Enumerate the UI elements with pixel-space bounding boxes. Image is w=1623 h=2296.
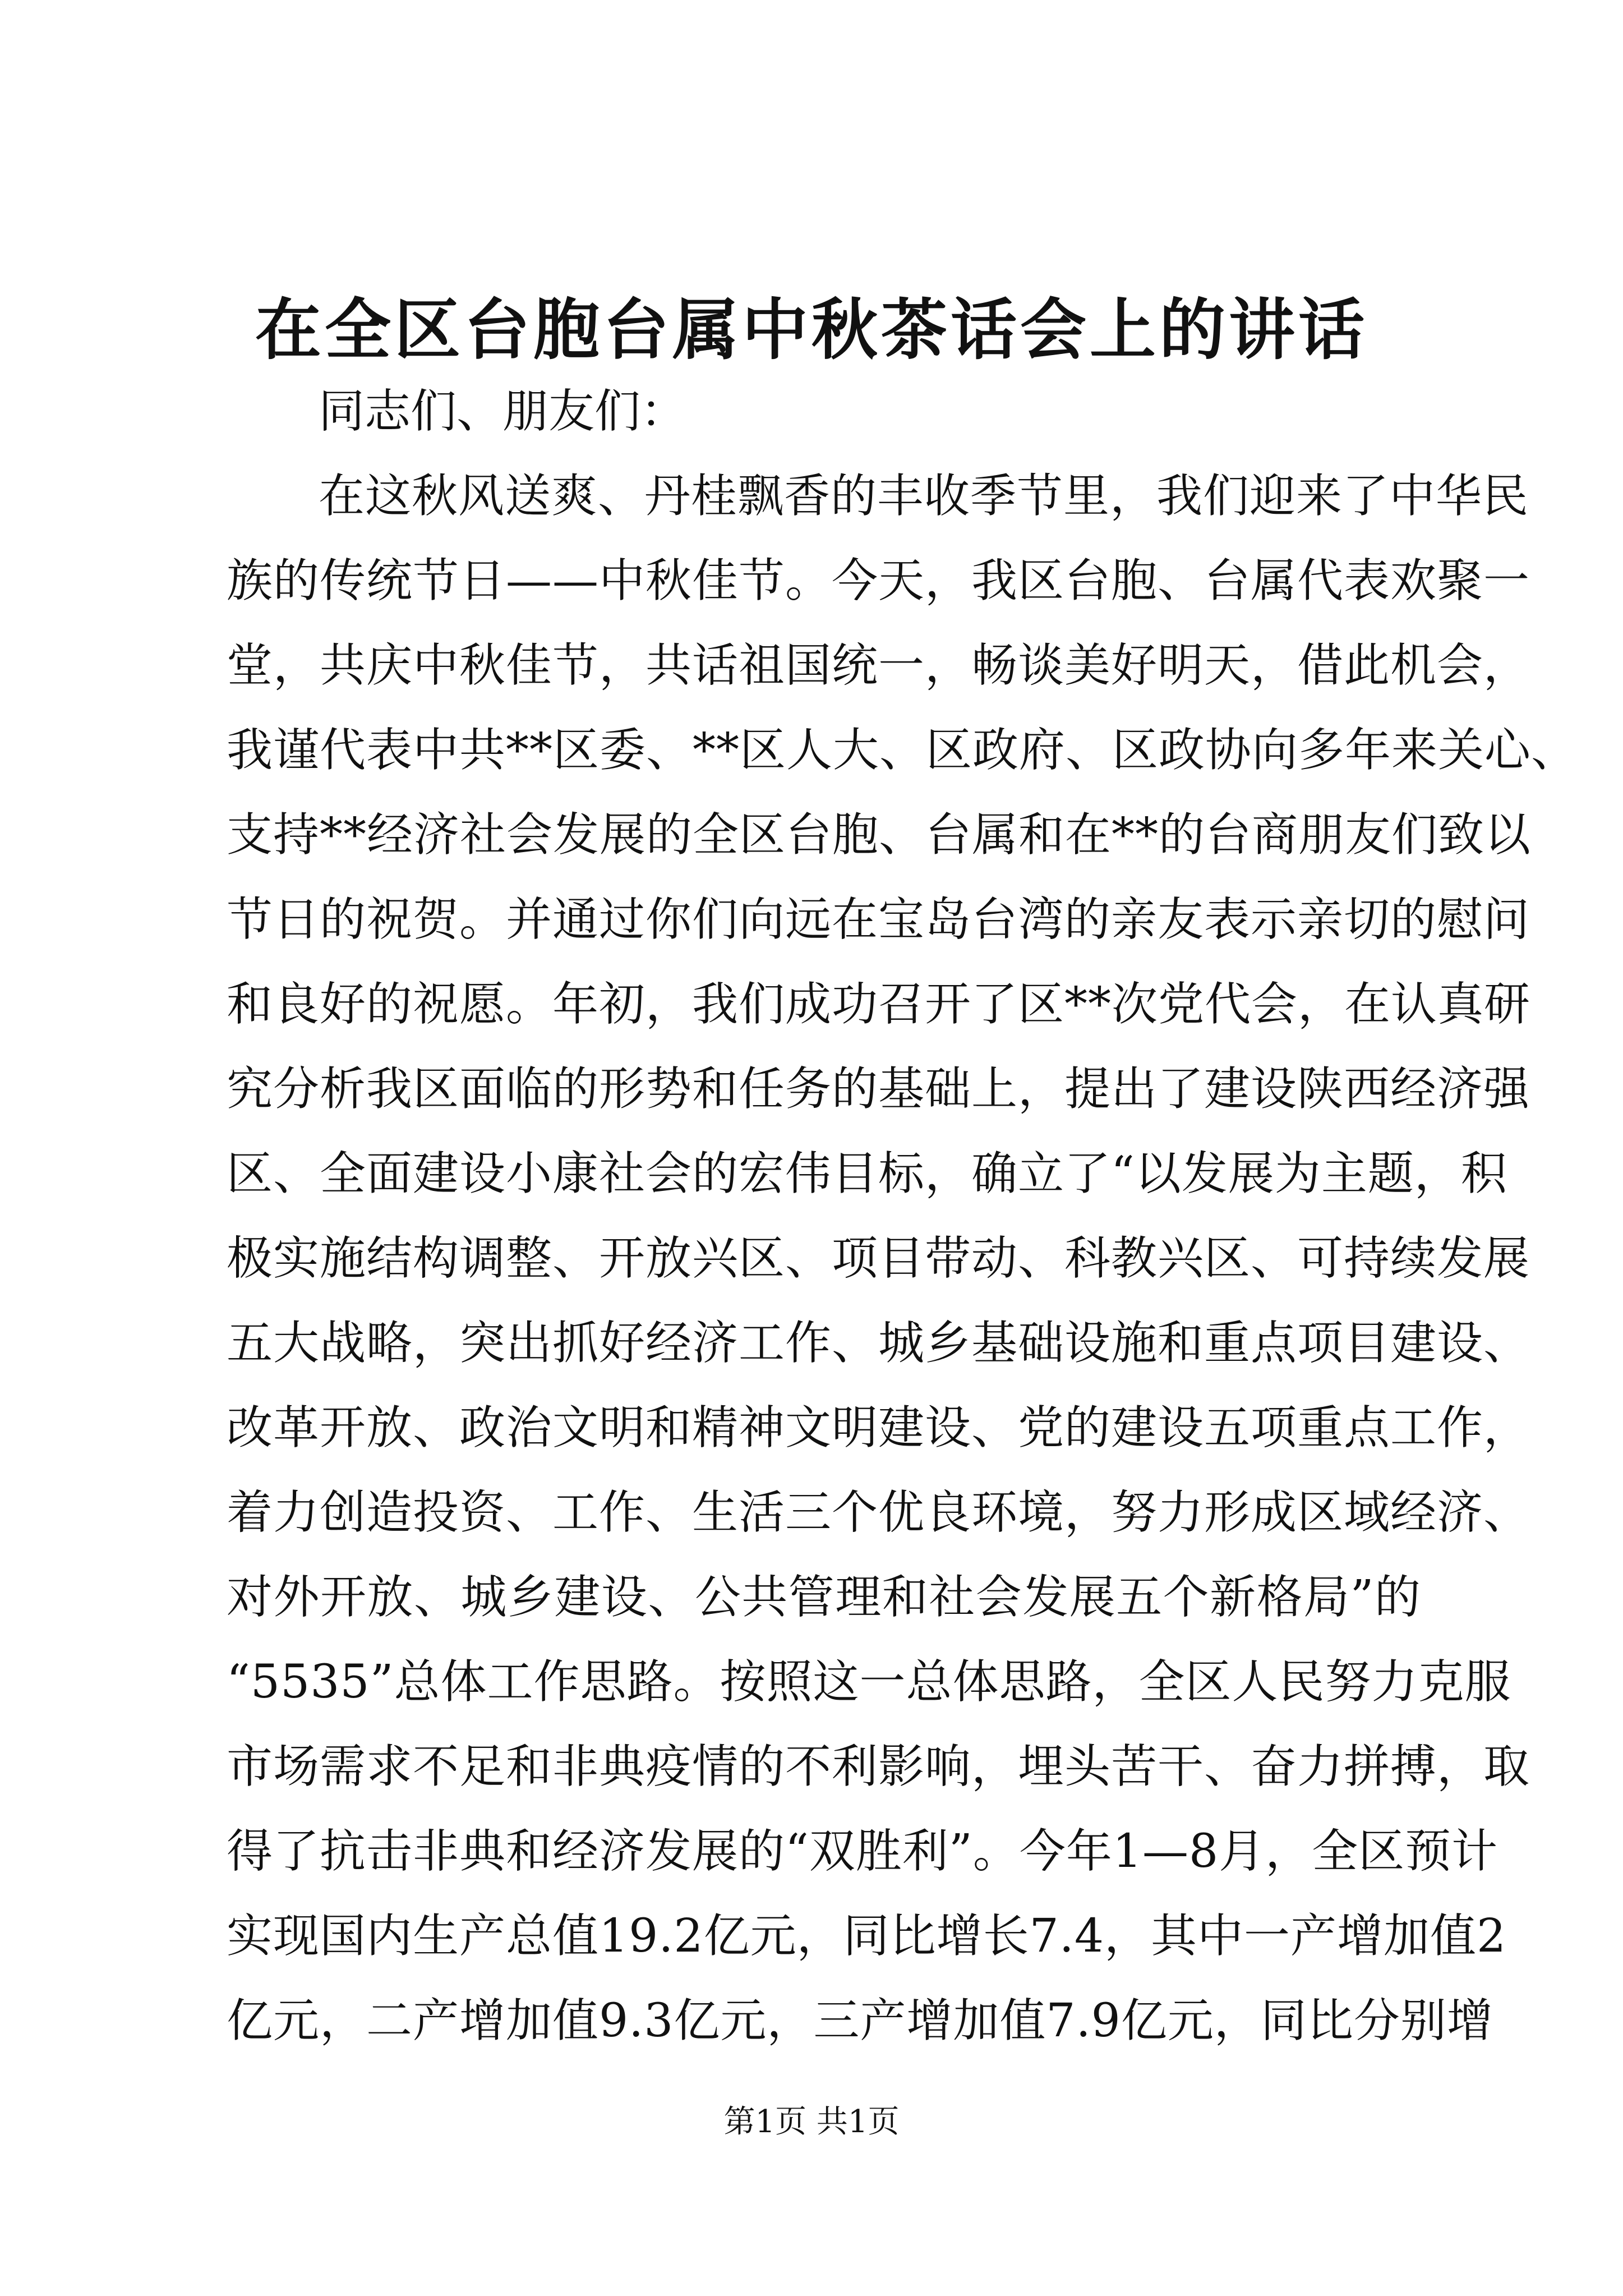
paragraph-line: 着力创造投资、工作、生活三个优良环境，努力形成区域经济、 bbox=[227, 1486, 1530, 1539]
paragraph-line: 堂，共庆中秋佳节，共话祖国统一，畅谈美好明天，借此机会， bbox=[227, 639, 1530, 692]
paragraph-line: 在这秋风送爽、丹桂飘香的丰收季节里，我们迎来了中华民 bbox=[319, 470, 1529, 523]
document-body bbox=[227, 369, 1578, 2063]
paragraph-line: 族的传统节日——中秋佳节。今天，我区台胞、台属代表欢聚一 bbox=[227, 554, 1530, 608]
document-title: 在全区台胞台属中秋茶话会上的讲话 bbox=[255, 291, 1368, 369]
paragraph-line: 区、全面建设小康社会的宏伟目标，确立了“以发展为主题，积 bbox=[227, 1147, 1507, 1200]
paragraph-line: 我谨代表中共**区委、**区人大、区政府、区政协向多年来关心、 bbox=[227, 724, 1578, 777]
paragraph-line: 市场需求不足和非典疫情的不利影响，埋头苦干、奋力拼搏，取 bbox=[227, 1740, 1530, 1793]
page-footer: 第1页 共1页 bbox=[723, 2104, 900, 2140]
paragraph-line: 支持**经济社会发展的全区台胞、台属和在**的台商朋友们致以 bbox=[227, 808, 1532, 862]
paragraph-line: 五大战略，突出抓好经济工作、城乡基础设施和重点项目建设、 bbox=[227, 1317, 1530, 1370]
paragraph-line: 改革开放、政治文明和精神文明建设、党的建设五项重点工作， bbox=[227, 1401, 1530, 1455]
paragraph-line: 对外开放、城乡建设、公共管理和社会发展五个新格局”的 bbox=[227, 1571, 1421, 1624]
paragraph-line: 得了抗击非典和经济发展的“双胜利”。今年1—8月，全区预计 bbox=[227, 1825, 1498, 1878]
paragraph-line: 极实施结构调整、开放兴区、项目带动、科教兴区、可持续发展 bbox=[227, 1232, 1530, 1285]
paragraph-line: 节日的祝贺。并通过你们向远在宝岛台湾的亲友表示亲切的慰问 bbox=[227, 893, 1530, 946]
paragraph-line: “5535”总体工作思路。按照这一总体思路，全区人民努力克服 bbox=[227, 1655, 1511, 1709]
paragraph-line: 究分析我区面临的形势和任务的基础上，提出了建设陕西经济强 bbox=[227, 1062, 1530, 1116]
paragraph-line: 亿元，二产增加值9.3亿元，三产增加值7.9亿元，同比分别增 bbox=[227, 1994, 1493, 2047]
greeting-line: 同志们、朋友们： bbox=[319, 385, 687, 438]
paragraph-line: 实现国内生产总值19.2亿元，同比增长7.4，其中一产增加值2 bbox=[227, 1910, 1507, 1963]
paragraph-line: 和良好的祝愿。年初，我们成功召开了区**次党代会，在认真研 bbox=[227, 978, 1531, 1031]
